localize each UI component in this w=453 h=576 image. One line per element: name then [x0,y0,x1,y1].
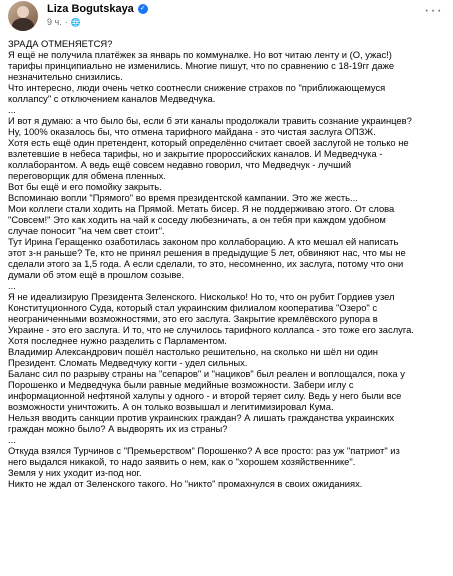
post-line: коллаборантом. А ведь ещё совсем недавно говорил, что Медведчук - лучший [8,159,352,170]
post-header [8,0,445,34]
post-line: неограниченными возможностями, это его заслуга. Закрытие кремлёвского рупора в [8,313,378,324]
post-line: Откуда взялся Турчинов с "Премьерством" Порошенко? А все просто: раз уж "патриот" из [8,445,400,456]
post-line: Порошенко и Медведчука были равные медийные возможности. Забери иглу с [8,379,354,390]
post-time[interactable]: 9 ч. [47,17,62,27]
post-line: Вспоминаю вопли "Прямого" во время президентской кампании. Это же жесть... [8,192,358,203]
post-line: Земля у них уходит из-под ног. [8,467,142,478]
post-line: взлетевшие в небеса тарифы, но и закрытие пророссийских каналов. И Медведчука - [8,148,383,159]
post-line: Я ещё не получила платёжек за январь по коммуналке. Но вот читаю ленту и (О, ужас!) [8,49,392,60]
post-line: него выдался никакой, то надо заявить о нем, как о "хорошем хозяйственнике". [8,456,356,467]
post-line: этот з-н раньше? Те, кто не принял решения в предыдущие 5 лет, обвиняют нас, что мы не [8,247,406,258]
post-line: Мои коллеги стали ходить на Прямой. Метать бисер. Я не поддерживаю этого. От слова [8,203,395,214]
post-line: думали об этом ещё в прошлом созыве. [8,269,185,280]
post-line: ... [8,434,16,445]
post-line: случае поносит "на чем свет стоит". [8,225,165,236]
post-line: Украине - это его заслуга. И то, что не случилось тарифного коллапса - это тоже его заслуга. [8,324,414,335]
post-line: Владимир Александрович пошёл настолько решительно, на сколько ни шёл ни один [8,346,378,357]
post-line: коллапсу" с отключением каналов Медведчука. [8,93,216,104]
post-line: Президент. Сломать Медведчуку когти - удел сильных. [8,357,248,368]
post-line: ... [8,280,16,291]
post-line: ЗРАДА ОТМЕНЯЕТСЯ? [8,38,113,49]
post-line: Я не идеализирую Президента Зеленского. Нисколько! Но то, что он рубит Гордиев узел [8,291,395,302]
post-line: граждан можно было? А выдворять их из страны? [8,423,228,434]
verified-badge-icon: ✓ [138,4,148,14]
post-line: Хотя последнее нужно разделить с Парламентом. [8,335,227,346]
post-line: Хотя есть ещё один претендент, который определённо считает своей заслугой не только не [8,137,409,148]
post-line: незначительно снизились. [8,71,123,82]
post-line: Баланс сил по разрыву страны на "сепаров" и "нациков" был реален и воплощался, пока у [8,368,405,379]
author-name[interactable]: Liza Bogutskaya [47,3,134,15]
post-line: Ну, 100% оказалось бы, что отмена тарифного майдана - это чистая заслуга ОПЗЖ. [8,126,376,137]
post-meta: 9 ч. · 🌐 [47,17,81,27]
post-line: переговорщик для обмена пленных. [8,170,166,181]
post-line: И вот я думаю: а что было бы, если б эти каналы продолжали травить сознание украинцев? [8,115,412,126]
more-horizontal-icon[interactable]: ··· [424,2,443,19]
post-line: сделали этого за 1,5 года. А если сделали, то это, несомненно, их заслуга, потому что они [8,258,404,269]
post-line: Вот бы ещё и его помойку закрыть. [8,181,162,192]
post-line: Что интересно, люди очень четко соотнесли снижение страхов по "приближающемуся [8,82,386,93]
avatar[interactable] [8,1,38,31]
post-line: информационной нефтяной халупы у одного - и второй теряет силу. Ведь у него были все [8,390,402,401]
author-row [47,3,148,15]
globe-icon: 🌐 [70,17,81,27]
post-line: Никто не ждал от Зеленского такого. Но "никто" промахнулся в своих ожиданиях. [8,478,363,489]
post-line: Тут Ирина Геращенко озаботилась законом про коллаборацию. А кто мешал ей написать [8,236,399,247]
post-line: Конституционного Суда, который стал украинским филиалом кооператива "Озеро" с [8,302,378,313]
post-line: "Совсем!" Это как ходить на чай к соседу любезничать, а он тебя при каждом удобном [8,214,386,225]
post-text [8,38,445,489]
post-line: Нельзя вводить санкции против украинских граждан? А лишать гражданства украинских [8,412,395,423]
post-line: возможности уничтожить. А он только возвышал и легитимизировал Кума. [8,401,334,412]
post-line: ... [8,104,16,115]
post-line: тарифы принципиально не изменились. Многие пишут, что по сравнению с 18-19гг даже [8,60,395,71]
